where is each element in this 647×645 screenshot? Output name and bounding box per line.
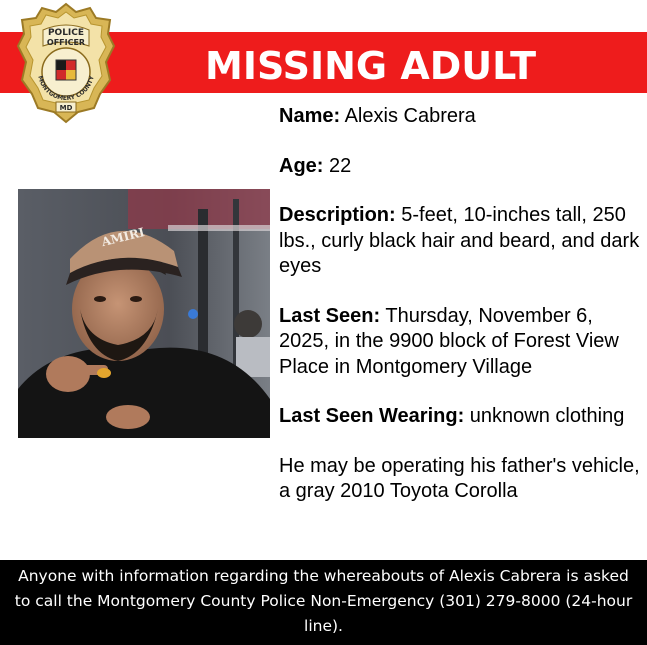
cap-logo-text: AMIRI	[100, 225, 146, 250]
last-seen-wearing-line	[279, 404, 641, 430]
last-seen-line	[279, 304, 641, 381]
description-value: 5-feet, 10-inches tall, 250 lbs., curly black hair and beard, and dark eyes	[279, 204, 640, 277]
badge-mid-text: OFFICER	[46, 38, 86, 47]
badge-ring-text: MONTGOMERY COUNTY	[36, 75, 96, 103]
age-label: Age:	[279, 154, 324, 177]
missing-person-details	[279, 104, 641, 529]
last-seen-label: Last Seen:	[279, 304, 381, 327]
age-value: 22	[323, 154, 352, 177]
missing-adult-title: MISSING ADULT	[205, 44, 536, 88]
missing-person-photo	[18, 189, 270, 438]
name-label: Name:	[279, 105, 341, 127]
description-label: Description:	[279, 204, 396, 226]
last-seen-value: Thursday, November 6, 2025, in the 9900 block of Forest View Place in Montgomery Village	[279, 304, 619, 378]
age-line	[279, 154, 641, 180]
badge-top-text: POLICE	[47, 28, 85, 38]
last-seen-wearing-label: Last Seen Wearing:	[279, 405, 465, 427]
vehicle-note: He may be operating his father's vehicle, a gray 2010 Toyota Corolla	[279, 454, 640, 502]
name-line	[279, 104, 641, 130]
description-line	[279, 203, 641, 280]
contact-footer-text: Anyone with information regarding the whereabouts of Alexis Cabrera is asked to call the Montgomery County Police Non-Emergency (301) 279-8000 (24-hour line).	[14, 567, 633, 635]
maryland-seal-icon	[56, 60, 76, 80]
last-seen-wearing-value: unknown clothing	[464, 405, 625, 427]
badge-bottom-text: MD	[59, 104, 73, 112]
name-value: Alexis Cabrera	[340, 105, 476, 127]
police-badge-logo	[16, 2, 116, 124]
